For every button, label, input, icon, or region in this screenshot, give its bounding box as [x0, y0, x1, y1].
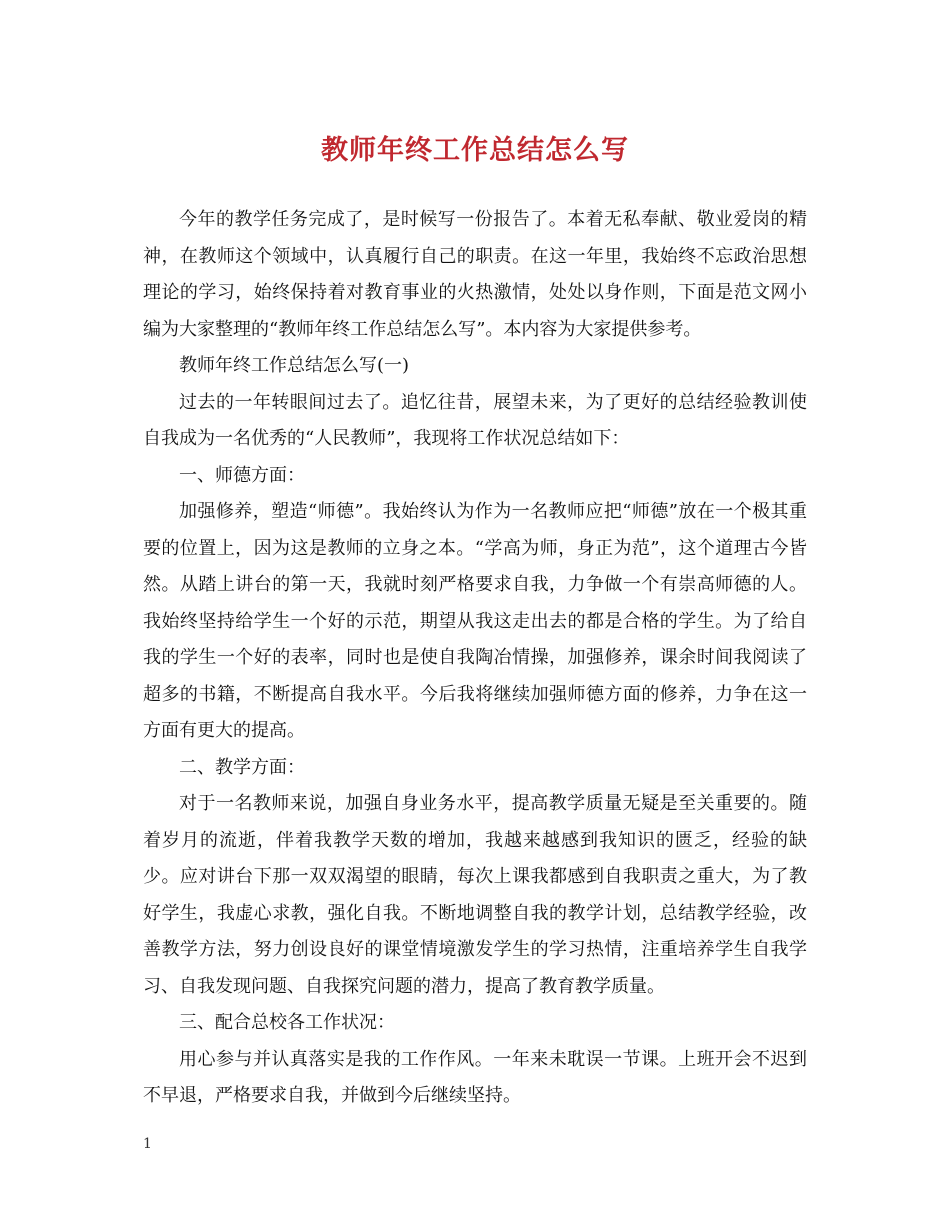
- document-title: 教师年终工作总结怎么写: [321, 135, 629, 166]
- section-heading-ethics: 一、师德方面：: [179, 464, 305, 486]
- paragraph-intro: 今年的教学任务完成了，是时候写一份报告了。本着无私奉献、敬业爱岗的精神，在教师这个领域中，认真履行自己的职责。在这一年里，我始终不忘政治思想理论的学习，始终保持着对教育事业的火热激情，处处以身作则，下面是范文网小编为大家整理的“教师年终工作总结怎么写”。本内容为大家提供参考。: [143, 209, 807, 340]
- section-heading-cooperation: 三、配合总校各工作状况：: [179, 1012, 395, 1033]
- paragraph-teaching: 对于一名教师来说，加强自身业务水平，提高教学质量无疑是至关重要的。随着岁月的流逝，伴着我教学天数的增加，我越来越感到我知识的匮乏，经验的缺少。应对讲台下那一双双渴望的眼睛，每次上课我都感到自我职责之重大，为了教好学生，我虚心求教，强化自我。不断地调整自我的教学计划，总结教学经验，改善教学方法，努力创设良好的课堂情境激发学生的学习热情，注重培养学生自我学习、自我发现问题、自我探究问题的潜力，提高了教育教学质量。: [143, 793, 807, 997]
- paragraph-subtitle: 教师年终工作总结怎么写(一): [179, 355, 410, 376]
- paragraph-cooperation: 用心参与并认真落实是我的工作作风。一年来未耽误一节课。上班开会不迟到不早退，严格要求自我，并做到今后继续坚持。: [143, 1048, 807, 1106]
- document-body: [143, 202, 807, 1115]
- paragraph-ethics: 加强修养，塑造“师德”。我始终认为作为一名教师应把“师德”放在一个极其重要的位置上，因为这是教师的立身之本。“学高为师，身正为范”，这个道理古今皆然。从踏上讲台的第一天，我就时刻严格要求自我，力争做一个有崇高师德的人。我始终坚持给学生一个好的示范，期望从我这走出去的都是合格的学生。为了给自我的学生一个好的表率，同时也是使自我陶冶情操，加强修养，课余时间我阅读了超多的书籍，不断提高自我水平。今后我将继续加强师德方面的修养，力争在这一方面有更大的提高。: [143, 501, 807, 741]
- section-heading-teaching: 二、教学方面：: [179, 756, 305, 778]
- page-number: 1: [143, 1136, 152, 1152]
- paragraph-opening: 过去的一年转眼间过去了。追忆往昔，展望未来，为了更好的总结经验教训使自我成为一名优秀的“人民教师”，我现将工作状况总结如下：: [143, 391, 807, 449]
